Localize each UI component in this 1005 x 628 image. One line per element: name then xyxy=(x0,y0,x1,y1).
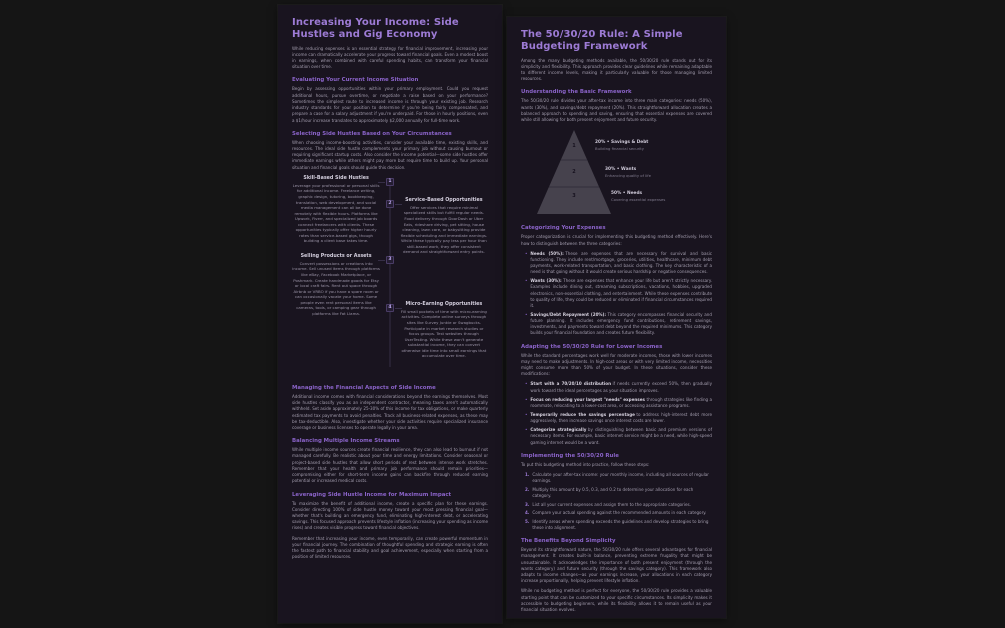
adapting-bullet-list xyxy=(521,381,712,445)
step-item: 3. List all your current expenses and assign them to the appropriate categories. xyxy=(525,501,691,507)
pyramid-level-label: 50% • Needs Covering essential expenses xyxy=(611,191,666,203)
section-paragraph: To maximize the benefit of additional income, create a specific plan for these earnings. Consider directing 100% of side hustle money toward your most pressing financial goal—whether that's building an emergency fund, eliminating high-interest debt, or accelerating savings. This focused approach prevents lifestyle inflation (increasing your spending as income rises) and creates visible progress toward financial objectives. xyxy=(292,500,488,531)
section-paragraph: The 50/30/20 rule divides your after-tax income into three main categories: needs (50%), wants (30%), and savings/debt repayment (20%). This straightforward allocation creates a balanced approach to spending and saving, ensuring that essential expenses are covered while still allowing for both present enjoyment and future security. xyxy=(521,98,712,123)
closing-paragraph: While no budgeting method is perfect for everyone, the 50/30/20 rule provides a valuable starting point that can be customized to your specific circumstances. Its simplicity makes it accessible to budgeting beginners, while its flexibility allows it to remain useful as your financial situation evolves. xyxy=(521,588,712,613)
bullet-item: • Start with a 70/20/10 distribution if needs currently exceed 50%, then gradually work toward the ideal percentages as your situation improves. xyxy=(521,381,712,393)
section-paragraph: While multiple income sources create financial resilience, they can also lead to burnout if not managed carefully. Be realistic about your time and energy limitations. Consider seasonal or project-based side hustles that allow short periods of rest between intense work stretches. Remember that your health and primary job performance should remain priorities—compromising either for short-term income gains can backfire through reduced earning potential or increased medical costs. xyxy=(292,447,488,484)
hustle-item-title: Skill-Based Side Hustles xyxy=(303,175,369,181)
section-heading-managing: Managing the Financial Aspects of Side Income xyxy=(292,384,436,391)
pyramid-level-number: 3 xyxy=(572,193,576,200)
intro-paragraph: While reducing expenses is an essential strategy for financial improvement, increasing your income can dramatically accelerate your progress toward financial goals. Even a modest boost in earnings, when combined with careful spending habits, can transform your financial situation over time. xyxy=(292,45,488,70)
section-paragraph: To put this budgeting method into practice, follow these steps: xyxy=(521,461,650,467)
hustle-item-title: Micro-Earning Opportunities xyxy=(405,301,483,307)
hustle-item xyxy=(292,176,380,244)
budget-pyramid-diagram xyxy=(521,128,712,218)
closing-paragraph: Remember that increasing your income, even temporarily, can create powerful momentum in your financial journey. The combination of thoughtful spending and strategic earning is often the fastest path to financial stability and goal achievement, especially when starting from a position of limited resources. xyxy=(292,535,488,560)
intro-paragraph: Among the many budgeting methods available, the 50/30/20 rule stands out for its simplicity and flexibility. This approach provides clear guidelines while remaining adaptable to different income levels, making it particularly valuable for those managing limited resources. xyxy=(521,57,712,82)
pyramid-level-label: 30% • Wants Enhancing quality of life xyxy=(605,167,651,179)
page-budget-rule[interactable] xyxy=(507,17,726,618)
section-heading-categorizing: Categorizing Your Expenses xyxy=(521,225,606,232)
section-heading-adapting: Adapting the 50/30/20 Rule for Lower Incomes xyxy=(521,343,663,350)
bullet-item: • Needs (50%): These are expenses that are necessary for survival and basic functioning. They include rent/mortgage, groceries, utilities, healthcare, minimum debt payments, work-related transportation, and basic clothing. The key characteristic of a need is that going without it would create serious hardship or negative consequences. xyxy=(521,251,712,276)
hustle-item xyxy=(292,254,380,316)
section-paragraph: Additional income comes with financial considerations beyond the earnings themselves. Most side hustles classify you as an independent contractor, meaning taxes aren't automatically withheld. Set aside approximately 25-30% of this income for tax obligations, or make quarterly estimated tax payments to avoid penalties. Track all business-related expenses, as these may be tax-deductible. Also, investigate whether your side activities require specialized insurance coverage or business licenses to operate legally in your area. xyxy=(292,393,488,430)
step-item: 2. Multiply this amount by 0.5, 0.3, and 0.2 to determine your allocation for each category. xyxy=(525,486,694,498)
section-paragraph: While the standard percentages work well for moderate incomes, those with lower incomes may need to make adjustments. In high-cost areas or with very limited income, necessities might consume more than 50% of your budget. In these situations, consider these modifications: xyxy=(521,352,712,377)
section-heading-balancing: Balancing Multiple Income Streams xyxy=(292,438,400,445)
section-paragraph: Begin by assessing opportunities within your primary employment. Could you request additional hours, pursue overtime, or negotiate a raise based on your performance? Sometimes the simplest route to increased income is through your existing job. Research industry standards for your position to determine if you're being fairly compensated, and prepare a case for a salary adjustment if you're underpaid. For those in hourly positions, even a $1/hour increase translates to approximately $2,000 annually for full-time work. xyxy=(292,86,488,123)
bullet-item: • Wants (30%): These are expenses that enhance your life but aren't strictly necessary. Examples include dining out, streaming subscriptions, vacations, hobbies, upgraded electronics, non-essential clothing, and entertainment. While these expenses contribute to quality of life, they could be reduced or eliminated if financial circumstances required it. xyxy=(521,278,712,309)
hustle-item-title: Service-Based Opportunities xyxy=(405,197,483,203)
step-item: 4. Compare your actual spending against the recommended amounts in each category. xyxy=(525,510,707,516)
page-title: The 50/30/20 Rule: A Simple Budgeting Framework xyxy=(521,29,683,52)
timeline-number-badge: 4 xyxy=(386,304,394,312)
bullet-item: • Categorize strategically by distinguishing between basic and premium versions of necessary items. For example, basic internet service might be a need, while high-speed gaming internet would be a want. xyxy=(521,427,712,445)
step-item: 1. Calculate your after-tax income: your monthly income, including all sources of regular earnings. xyxy=(525,471,709,484)
hustle-item-body: Fill small pockets of time with micro-earning activities. Complete online surveys through sites like Survey Junkie or Swagbucks. Participate in market research studies or focus groups. Test websites through UserTesting. While these won't generate substantial income, they can convert otherwise idle time into small earnings that accumulate over time. xyxy=(400,308,487,359)
hustle-item xyxy=(400,198,488,255)
section-paragraph: Beyond its straightforward nature, the 50/30/20 rule offers several advantages for financial management. It creates built-in balance, preventing extreme frugality that might be unsustainable. It acknowledges the importance of both present enjoyment (through the wants category) and future security (through the savings category). This framework also adapts to income changes—as your earnings increase, your allocations in each category increase proportionally, helping prevent lifestyle inflation. xyxy=(521,547,712,584)
bullet-item: • Focus on reducing your largest "needs" expenses through strategies like finding a roommate, relocating to a lower-cost area, or accessing assistance programs. xyxy=(521,397,712,409)
section-paragraph: Proper categorization is crucial for implementing this budgeting method effectively. Here's how to distinguish between the three categories: xyxy=(521,234,712,246)
section-paragraph: When choosing income-boosting activities, consider your available time, existing skills, and resources. The ideal side hustle complements your primary job without causing burnout or requiring significant startup costs. Also consider the income potential—some side hustles offer immediate earnings while others might pay more but require time to build up. Your personal situation and financial goals should guide this decision. xyxy=(292,139,488,170)
section-heading-leveraging: Leveraging Side Hustle Income for Maximum Impact xyxy=(292,491,452,498)
side-hustle-timeline xyxy=(292,176,488,378)
step-item: 5. Identify areas where spending exceeds the guidelines and develop strategies to bring these into alignment. xyxy=(525,518,709,530)
timeline-number-badge: 1 xyxy=(386,178,394,186)
pyramid-level-label: 20% • Savings & Debt Building financial security xyxy=(595,140,649,152)
pyramid-level-number: 1 xyxy=(572,143,576,150)
bullet-item: • Savings/Debt Repayment (20%): This category encompasses financial security and future planning. It includes emergency fund contributions, retirement savings, investments, and payments toward debt beyond the required minimums. This category builds your financial foundation and creates future flexibility. xyxy=(521,312,712,337)
implementation-steps-list xyxy=(521,472,712,531)
timeline-number-badge: 2 xyxy=(386,200,394,208)
section-heading-evaluating: Evaluating Your Current Income Situation xyxy=(292,77,419,84)
bullet-item: • Temporarily reduce the savings percentage to address high-interest debt more aggressively, then increase savings once interest costs are lower. xyxy=(521,412,712,424)
section-heading-selecting: Selecting Side Hustles Based on Your Circumstances xyxy=(292,130,452,137)
pyramid-level-number: 2 xyxy=(572,169,576,176)
hustle-item-body: Offer services that require minimal specialized skills but fulfill regular needs. Food delivery through DoorDash or Uber Eats, rideshare driving, pet sitting, house cleaning, lawn care, or babysitting provide flexible scheduling and immediate earnings. While these typically pay less per hour than skill-based work, they offer consistent demand and straightforward entry points. xyxy=(400,204,488,255)
section-heading-implementing: Implementing the 50/30/20 Rule xyxy=(521,452,619,459)
page-title: Increasing Your Income: Side Hustles and Gig Economy xyxy=(292,17,459,40)
hustle-item-title: Selling Products or Assets xyxy=(300,253,372,259)
page-side-hustles[interactable] xyxy=(278,5,502,623)
hustle-item-body: Convert possessions or creations into income. Sell unused items through platforms like eBay, Facebook Marketplace, or Poshmark. Create handmade goods for Etsy or local craft fairs. Rent out space through Airbnb or VRBO if you have a spare room or can occasionally vacate your home. Some people even rent personal items like cameras, tools, or camping gear through platforms like Fat Llama. xyxy=(292,260,380,316)
hustle-item-body: Leverage your professional or personal skills for additional income. Freelance writing, graphic design, tutoring, bookkeeping, translation, web development, and social media management can all be done remotely with flexible hours. Platforms like Upwork, Fiverr, and specialized job boards connect freelancers with clients. These opportunities typically offer higher hourly rates than service-based gigs, though building a client base takes time. xyxy=(292,182,380,244)
timeline-number-badge: 3 xyxy=(386,256,394,264)
hustle-item xyxy=(400,302,488,359)
section-heading-understanding: Understanding the Basic Framework xyxy=(521,89,632,96)
section-heading-benefits: The Benefits Beyond Simplicity xyxy=(521,538,616,545)
category-bullet-list xyxy=(521,251,712,337)
